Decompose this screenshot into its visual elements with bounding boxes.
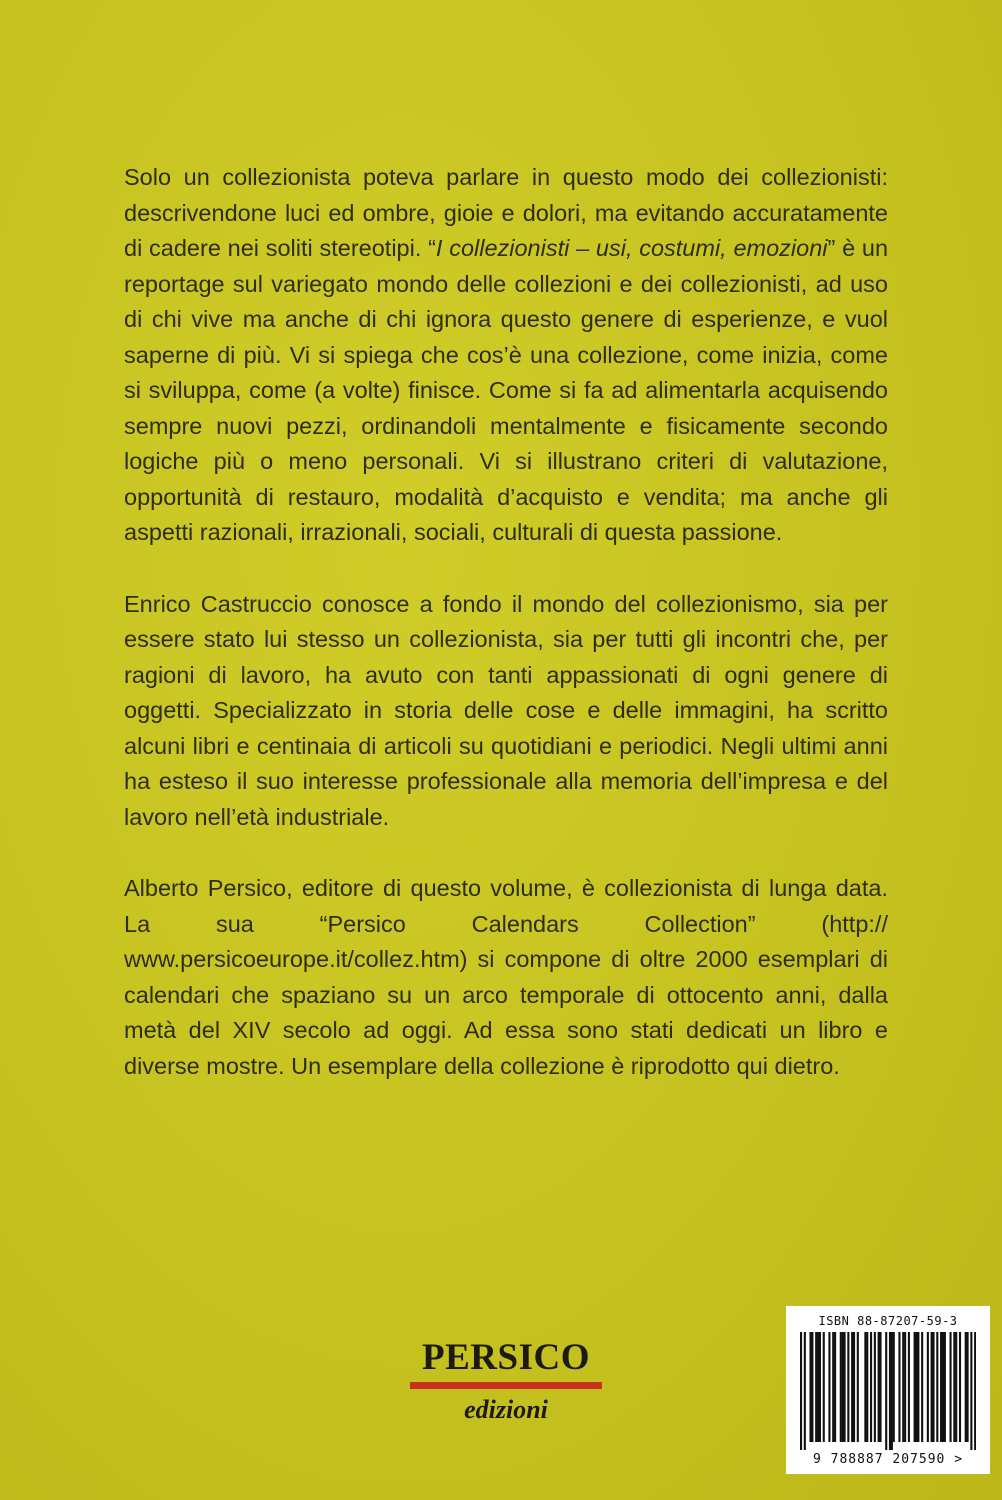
isbn-barcode — [786, 1306, 990, 1474]
book-title-italic: I collezionisti – usi, costumi, emozioni — [435, 235, 828, 261]
publisher-red-rule — [410, 1382, 602, 1389]
blurb-text — [124, 160, 888, 1120]
publisher-subtitle: edizioni — [464, 1395, 548, 1424]
publisher-name: PERSICO — [422, 1337, 590, 1378]
paragraph-author-bio: Enrico Castruccio conosce a fondo il mondo del collezionismo, sia per essere stato lui stesso un collezionista, sia per tutti gli incontri che, per ragioni di lavoro, ha avuto con tanti appassionati di ogni genere di oggetti. Specializzato in storia delle cose e delle immagini, ha scritto alcuni libri e centinaia di articoli su quotidiani e periodici. Negli ultimi anni ha esteso il suo interesse professionale alla memoria dell’impresa e del lavoro nell’età industriale. — [124, 590, 888, 830]
isbn-label: ISBN 88-87207-59-3 — [818, 1314, 958, 1328]
paragraph-book-description — [124, 160, 888, 551]
barcode-bars-icon — [800, 1332, 976, 1450]
ean-number: 9 788887 207590 > — [812, 1452, 964, 1467]
paragraph-1-text-a: Solo un collezionista poteva parlare in questo modo dei collezionisti: descrivendone luci ed ombre, gioie e dolori, ma evitando accuratamente di cadere nei soliti stereotipi. “ — [124, 164, 888, 261]
publisher-logo — [406, 1336, 606, 1425]
paragraph-1-text-b: ” è un reportage sul variegato mondo delle collezioni e dei collezionisti, ad uso di chi vive ma anche di chi ignora questo genere di esperienze, e vuol saperne di più. Vi si spiega che cos’è una collezione, come inizia, come si sviluppa, come (a volte) finisce. Come si fa ad alimentarla acquisendo sempre nuovi pezzi, ordinandoli mentalmente e fisicamente secondo logiche più o meno personali. Vi si illustrano criteri di valutazione, opportunità di restauro, modalità d’acquisto e vendita; ma anche gli aspetti razionali, irrazionali, sociali, culturali di questa passione. — [124, 235, 889, 545]
paragraph-publisher-note: Alberto Persico, editore di questo volume, è collezionista di lunga data. La sua “Persico Calendars Collection” (http:// www.persicoeurope.it/collez.htm) si compone di oltre 2000 esemplari di calendari che spaziano su un arco temporale di ottocento anni, dalla metà del XIV secolo ad oggi. Ad essa sono stati dedicati un libro e diverse mostre. Un esemplare della collezione è riprodotto qui dietro. — [124, 875, 888, 1079]
